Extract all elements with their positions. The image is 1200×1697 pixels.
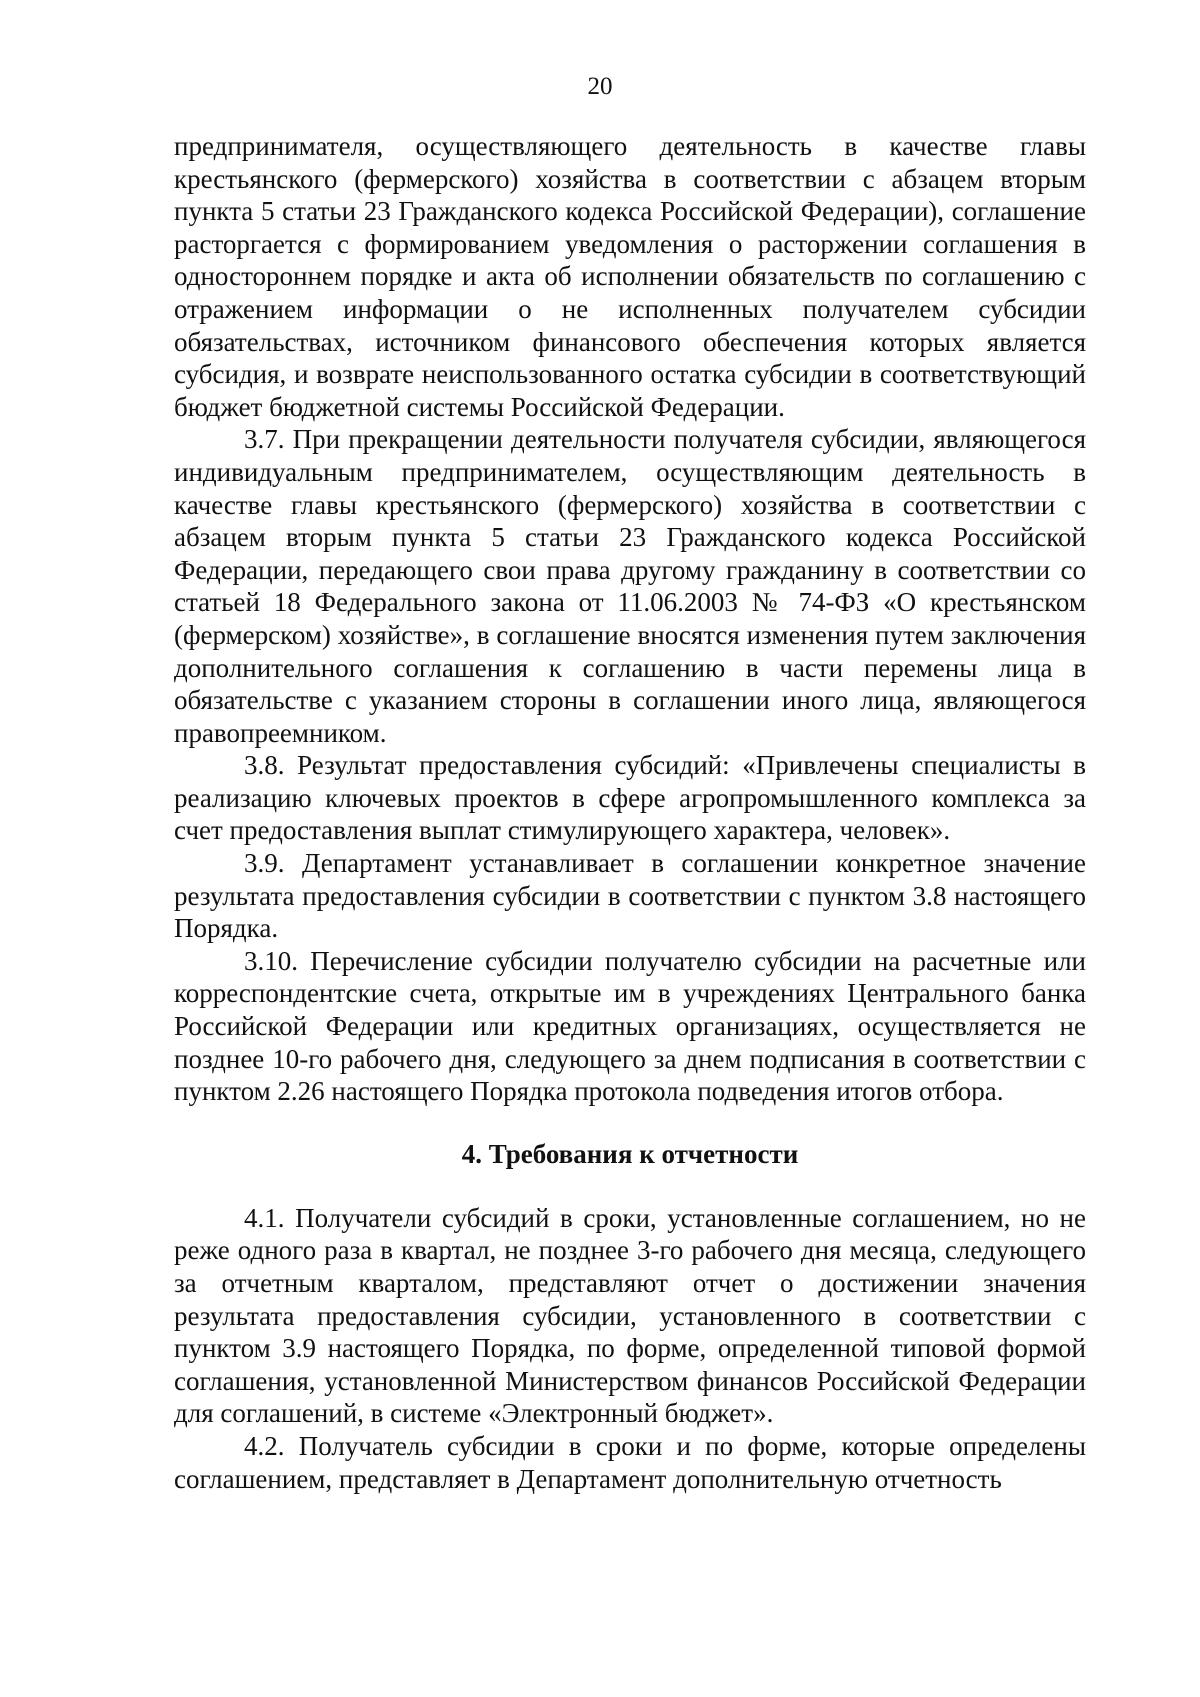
page-number: 20 — [587, 73, 613, 100]
paragraph-4-1: 4.1. Получатели субсидий в сроки, установленные соглашением, но не реже одного раза в квартал, не позднее 3-го рабочего дня месяца, следующего за отчетным кварталом, представляют отчет о достижении значения результата предоставления субсидии, установленного в соответствии с пунктом 3.9 настоящего Порядка, по форме, определенной типовой формой соглашения, установленной Министерством финансов Российской Федерации для соглашений, в системе «Электронный бюджет». — [174, 1202, 1086, 1429]
paragraph-3-7: 3.7. При прекращении деятельности получателя субсидии, являющегося индивидуальным предпринимателем, осуществляющим деятельность в качестве главы крестьянского (фермерского) хозяйства в соответствии с абзацем вторым пункта 5 статьи 23 Гражданского кодекса Российской Федерации, передающего свои права другому гражданину в соответствии со статьей 18 Федерального закона от 11.06.2003 № 74-ФЗ «О крестьянском (фермерском) хозяйстве», в соглашение вносятся изменения путем заключения дополнительного соглашения к соглашению в части перемены лица в обязательстве с указанием стороны в соглашении иного лица, являющегося правопреемником. — [174, 424, 1086, 748]
paragraph-3-9: 3.9. Департамент устанавливает в соглашении конкретное значение результата предоставления субсидии в соответствии с пунктом 3.8 настоящего Порядка. — [174, 848, 1086, 944]
section-heading: 4. Требования к отчетности — [461, 1138, 799, 1169]
paragraph-4-2: 4.2. Получатель субсидии в сроки и по форме, которые определены соглашением, представляет в Департамент дополнительную отчетность — [174, 1430, 1086, 1494]
paragraph-3-8: 3.8. Результат предоставления субсидий: «Привлечены специалисты в реализацию ключевых проектов в сфере агропромышленного комплекса за счет предоставления выплат стимулирующего характера, человек». — [174, 750, 1086, 846]
paragraph-continuation: предпринимателя, осуществляющего деятельность в качестве главы крестьянского (фермерского) хозяйства в соответствии с абзацем вторым пункта 5 статьи 23 Гражданского кодекса Российской Федерации), соглашение расторгается с формированием уведомления о расторжении соглашения в одностороннем порядке и акта об исполнении обязательств по соглашению с отражением информации о не исполненных получателем субсидии обязательствах, источником финансового обеспечения которых является субсидия, и возврате неиспользованного остатка субсидии в соответствующий бюджет бюджетной системы Российской Федерации. — [174, 131, 1086, 422]
document-body — [174, 130, 1086, 1495]
paragraph-3-10: 3.10. Перечисление субсидии получателю субсидии на расчетные или корреспондентские счета, открытые им в учреждениях Центрального банка Российской Федерации или кредитных организациях, осуществляется не позднее 10-го рабочего дня, следующего за днем подписания в соответствии с пунктом 2.26 настоящего Порядка протокола подведения итогов отбора. — [174, 945, 1086, 1107]
